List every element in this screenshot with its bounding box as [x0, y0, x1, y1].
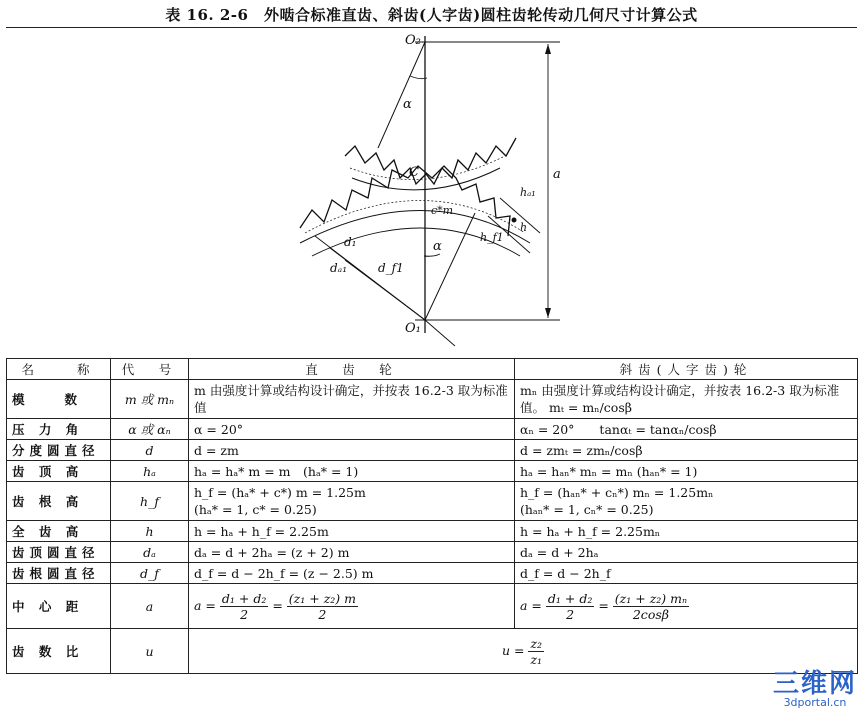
col-header-name: 名 称 — [7, 359, 111, 380]
row-name: 全 齿 高 — [7, 521, 111, 542]
row-name: 模 数 — [7, 380, 111, 419]
label-pitch-point: C — [409, 165, 419, 180]
formula-table — [6, 358, 858, 674]
table-row — [7, 542, 858, 563]
row-spur: α = 20° — [189, 419, 515, 440]
row-spur: m 由强度计算或结构设计确定，并按表 16.2-3 取为标准值 — [189, 380, 515, 419]
label-center-distance: a — [553, 167, 561, 182]
helical-equals: = — [598, 597, 609, 613]
ratio-fraction: $\frac{\text{z₂}}{\text{z₁}}$ — [530, 635, 543, 667]
center-distance-spur — [189, 584, 515, 629]
row-name: 齿顶圆直径 — [7, 542, 111, 563]
table-row — [7, 521, 858, 542]
label-ha1: hₐ₁ — [520, 186, 536, 199]
row-spur: d_f = d − 2h_f = (z − 2.5) m — [189, 563, 515, 584]
helical-fraction-1: $\frac{\text{d₁ + d₂}}{2}$ — [547, 590, 593, 622]
helical-fraction-2: $\frac{\text{(z₁ + z₂) mₙ}}{2\cos\beta}$ — [614, 590, 688, 622]
label-d1: d₁ — [344, 235, 357, 249]
center-distance-helical — [515, 584, 858, 629]
row-spur: h = hₐ + h_f = 2.25m — [189, 521, 515, 542]
watermark — [773, 671, 857, 708]
ratio-prefix: u = — [501, 642, 525, 658]
label-da1: dₐ₁ — [330, 261, 347, 275]
label-alpha-bottom: α — [433, 239, 442, 254]
col-header-helical: 斜齿(人字齿)轮 — [515, 359, 858, 380]
row-name: 压 力 角 — [7, 419, 111, 440]
table-row — [7, 629, 858, 674]
row-helical: hₐ = hₐₙ* mₙ = mₙ (hₐₙ* = 1) — [515, 461, 858, 482]
row-spur: d = zm — [189, 440, 515, 461]
row-code: a — [111, 584, 189, 629]
row-helical: h_f = (hₐₙ* + cₙ*) mₙ = 1.25mₙ (hₐₙ* = 1, cₙ* = 0.25) — [515, 482, 858, 521]
label-o1: O₁ — [405, 321, 421, 336]
row-spur: hₐ = hₐ* m = m (hₐ* = 1) — [189, 461, 515, 482]
label-clearance: c*m — [431, 204, 454, 217]
row-helical: αₙ = 20° tanαₜ = tanαₙ/cosβ — [515, 419, 858, 440]
label-hf1: h_f1 — [480, 231, 504, 244]
row-name: 分度圆直径 — [7, 440, 111, 461]
row-helical: mₙ 由强度计算或结构设计确定，并按表 16.2-3 取为标准值。 mₜ = mₙ/cosβ — [515, 380, 858, 419]
table-row — [7, 380, 858, 419]
gear-mesh-figure — [0, 28, 863, 358]
table-row — [7, 461, 858, 482]
row-code: hₐ — [111, 461, 189, 482]
row-code: u — [111, 629, 189, 674]
header-row — [7, 359, 858, 380]
lower-angle-line — [425, 213, 475, 320]
table-row — [7, 419, 858, 440]
row-code: d_f — [111, 563, 189, 584]
row-name: 齿 根 高 — [7, 482, 111, 521]
spur-a-prefix: a = — [194, 597, 216, 613]
label-alpha-top: α — [403, 97, 412, 112]
row-spur: dₐ = d + 2hₐ = (z + 2) m — [189, 542, 515, 563]
row-helical: d_f = d − 2h_f — [515, 563, 858, 584]
row-spur: h_f = (hₐ* + c*) m = 1.25m (hₐ* = 1, c* = 0.25) — [189, 482, 515, 521]
row-code: dₐ — [111, 542, 189, 563]
spur-fraction-2: $\frac{\text{(z₁ + z₂) m}}{2}$ — [288, 590, 356, 622]
spur-fraction-1: $\frac{\text{d₁ + d₂}}{2}$ — [221, 590, 267, 622]
table-row — [7, 482, 858, 521]
row-helical: h = hₐ + h_f = 2.25mₙ — [515, 521, 858, 542]
row-code: h — [111, 521, 189, 542]
label-o2: O₂ — [405, 33, 421, 48]
helical-a-prefix: a = — [520, 597, 542, 613]
row-helical: dₐ = d + 2hₐ — [515, 542, 858, 563]
watermark-logo: 三维网 — [772, 669, 857, 699]
col-header-code: 代 号 — [111, 359, 189, 380]
row-name: 齿 顶 高 — [7, 461, 111, 482]
spur-equals: = — [272, 597, 283, 613]
label-df1: d_f1 — [378, 261, 404, 275]
table-row — [7, 440, 858, 461]
row-code: m 或 mₙ — [111, 380, 189, 419]
upper-angle-line — [378, 42, 425, 148]
row-helical: d = zmₜ = zmₙ/cosβ — [515, 440, 858, 461]
gear-ratio-formula — [189, 629, 858, 674]
table-title: 表 16. 2-6 外啮合标准直齿、斜齿(人字齿)圆柱齿轮传动几何尺寸计算公式 — [165, 6, 698, 24]
label-h: h — [520, 221, 528, 234]
row-name: 齿 数 比 — [7, 629, 111, 674]
row-name: 中 心 距 — [7, 584, 111, 629]
row-code: h_f — [111, 482, 189, 521]
col-header-spur: 直 齿 轮 — [189, 359, 515, 380]
watermark-url: 3dportal.cn — [783, 696, 847, 709]
row-code: d — [111, 440, 189, 461]
row-name: 齿根圆直径 — [7, 563, 111, 584]
table-row — [7, 563, 858, 584]
row-code: α 或 αₙ — [111, 419, 189, 440]
table-row — [7, 584, 858, 629]
